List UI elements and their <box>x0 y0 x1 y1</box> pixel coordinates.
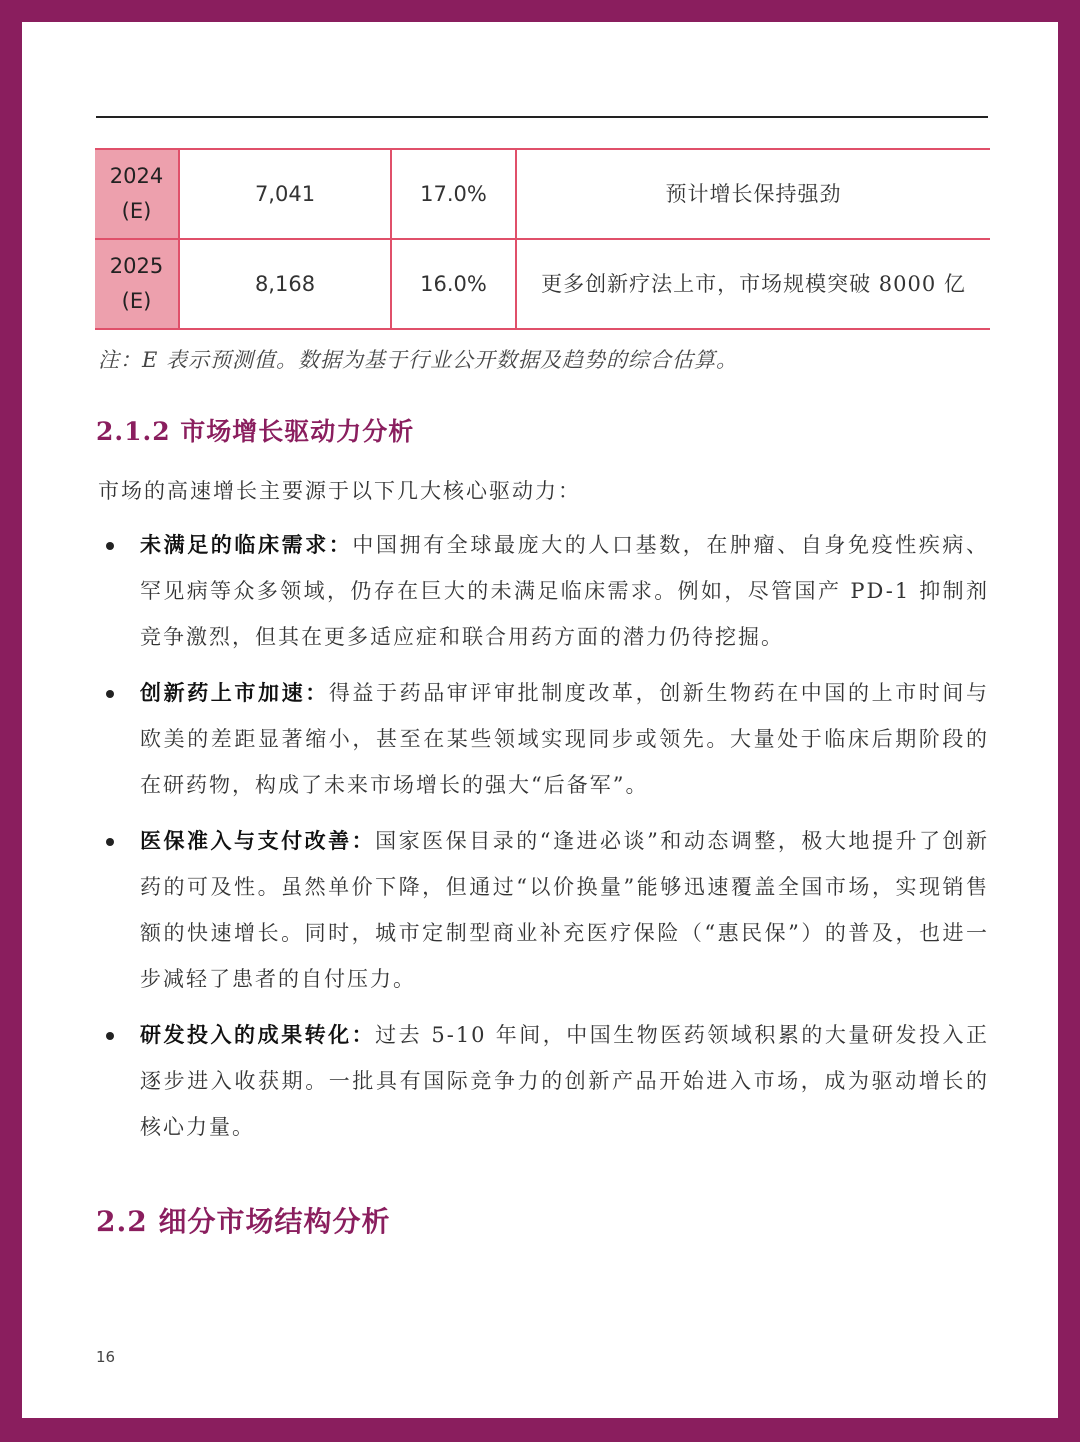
list-item <box>96 670 989 808</box>
bullet-icon <box>106 542 114 550</box>
item-lead: 创新药上市加速： <box>140 680 329 705</box>
table-footnote: 注：E 表示预测值。数据为基于行业公开数据及趋势的综合估算。 <box>98 348 739 372</box>
table-row <box>95 239 990 329</box>
top-rule <box>96 116 988 118</box>
item-text: 得益于药品审评审批制度改革，创新生物药在中国的上市时间与欧美的差距显著缩小，甚至在某些领域实现同步或领先。大量处于临床后期阶段的在研药物，构成了未来市场增长的强大“后备军”。 <box>140 681 990 797</box>
section-heading-2-1-2: 2.1.2 市场增长驱动力分析 <box>96 417 415 446</box>
year-cell <box>95 239 179 329</box>
bullet-icon <box>106 690 114 698</box>
bullet-icon <box>106 838 114 846</box>
item-lead: 医保准入与支付改善： <box>140 828 376 853</box>
year-suffix: (E) <box>121 289 152 313</box>
section-intro: 市场的高速增长主要源于以下几大核心驱动力： <box>98 479 581 503</box>
bullet-icon <box>106 1032 114 1040</box>
year-label: 2025 <box>109 254 164 278</box>
list-item <box>96 1012 989 1150</box>
list-item <box>96 522 989 660</box>
note-cell: 预计增长保持强劲 <box>516 149 990 239</box>
growth-cell: 16.0% <box>391 239 516 329</box>
value-cell: 7,041 <box>179 149 391 239</box>
item-text: 中国拥有全球最庞大的人口基数，在肿瘤、自身免疫性疾病、罕见病等众多领域，仍存在巨大的未满足临床需求。例如，尽管国产 PD-1 抑制剂竞争激烈，但其在更多适应症和联合用药方面的潜力仍待挖掘。 <box>140 533 990 649</box>
page-number: 16 <box>96 1348 116 1366</box>
item-text: 国家医保目录的“逢进必谈”和动态调整，极大地提升了创新药的可及性。虽然单价下降，但通过“以价换量”能够迅速覆盖全国市场，实现销售额的快速增长。同时，城市定制型商业补充医疗保险（“惠民保”）的普及，也进一步减轻了患者的自付压力。 <box>140 829 989 991</box>
item-text: 过去 5-10 年间，中国生物医药领域积累的大量研发投入正逐步进入收获期。一批具有国际竞争力的创新产品开始进入市场，成为驱动增长的核心力量。 <box>140 1023 989 1139</box>
value-cell: 8,168 <box>179 239 391 329</box>
table-row <box>95 149 990 239</box>
year-cell <box>95 149 179 239</box>
list-item <box>96 818 989 1002</box>
section-heading-2-2: 2.2 细分市场结构分析 <box>96 1205 391 1238</box>
growth-cell: 17.0% <box>391 149 516 239</box>
item-lead: 研发投入的成果转化： <box>140 1022 376 1047</box>
year-label: 2024 <box>109 164 164 188</box>
document-page <box>22 22 1058 1418</box>
year-suffix: (E) <box>121 199 152 223</box>
item-lead: 未满足的临床需求： <box>140 532 353 557</box>
note-cell: 更多创新疗法上市，市场规模突破 8000 亿 <box>516 239 990 329</box>
driver-list <box>96 522 989 1160</box>
market-forecast-table <box>95 148 990 330</box>
